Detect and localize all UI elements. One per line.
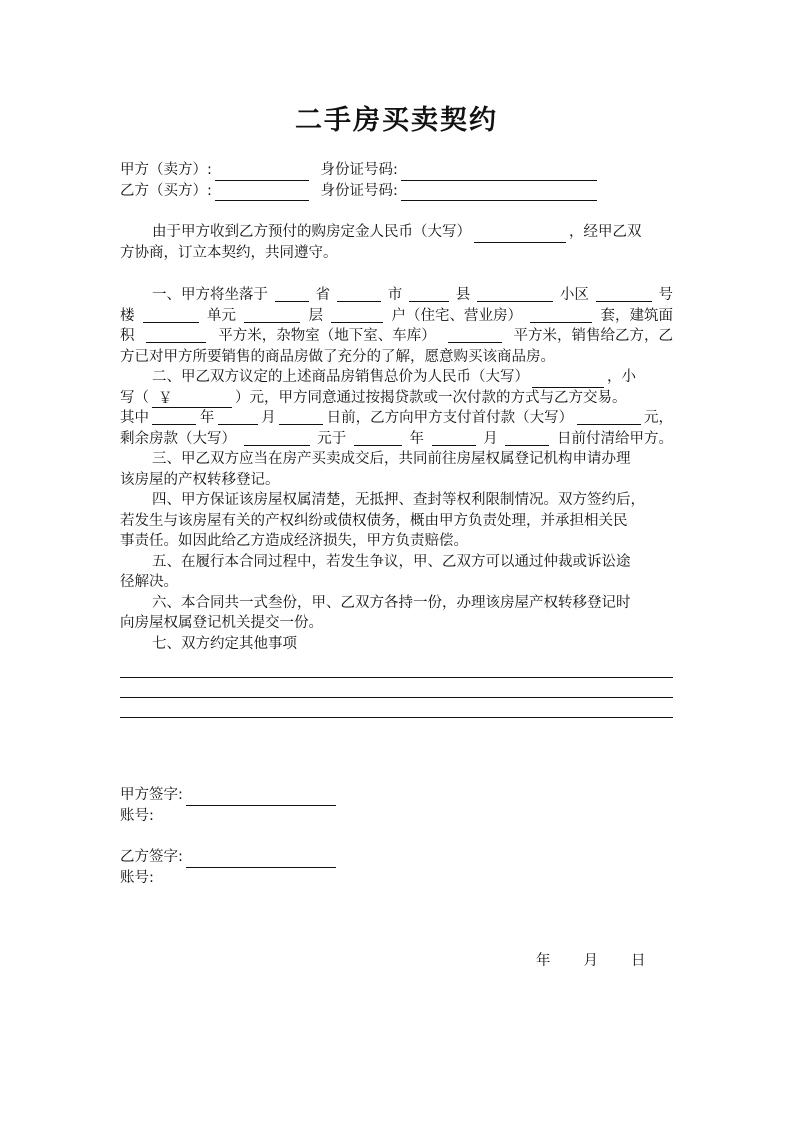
deposit-amount-field[interactable] — [474, 226, 566, 243]
unit-field[interactable] — [244, 306, 300, 323]
clause2-line2 — [120, 388, 673, 409]
seller-sign-label: 甲方签字: — [120, 787, 183, 803]
other-matters-line-2[interactable] — [120, 697, 673, 698]
clauses-block — [120, 285, 673, 654]
clause1-line1 — [120, 285, 673, 306]
intro-text: 由于甲方收到乙方预付的购房定金人民币（大写） — [152, 224, 471, 240]
buyer-id-label: 身份证号码: — [320, 182, 398, 199]
clause-text: 年 — [409, 430, 424, 447]
clause-text: 月 — [261, 410, 276, 426]
clause-text: 剩余房款（大写） — [120, 430, 236, 447]
district-field[interactable] — [477, 285, 553, 302]
seller-id-label: 身份证号码: — [320, 162, 398, 178]
buyer-id-field[interactable] — [401, 184, 597, 201]
intro-text: 方协商，订立本契约，共同遵守。 — [120, 244, 338, 261]
total-price-lower-field[interactable] — [152, 391, 232, 408]
province-field[interactable] — [275, 285, 309, 302]
day-field[interactable] — [505, 429, 549, 446]
clause-text: 平方米，销售给乙方，乙 — [513, 328, 673, 344]
clause-text: 平方米，杂物室（地下室、车库） — [218, 328, 436, 344]
page-title: 二手房买卖契约 — [295, 105, 498, 136]
clause-text: 积 — [120, 328, 135, 344]
building-field[interactable] — [143, 306, 199, 323]
seller-name-field[interactable] — [215, 164, 309, 181]
clause1-line3 — [120, 326, 673, 347]
buyer-label: 乙方（买方）: — [120, 182, 212, 199]
buyer-account-label: 账号: — [120, 869, 154, 886]
seller-row — [120, 160, 600, 181]
clause4-line1: 四、甲方保证该房屋权属清楚，无抵押、查封等权利限制情况。双方签约后， — [152, 492, 645, 508]
buyer-signature-block — [120, 847, 339, 888]
clause-text: ，小 — [607, 369, 636, 385]
clause1-line4: 方已对甲方所要销售的商品房做了充分的了解，愿意购买该商品房。 — [120, 348, 555, 365]
seller-label: 甲方（卖方）: — [120, 162, 212, 178]
buyer-row — [120, 181, 600, 202]
clause-text: 写（ — [120, 389, 149, 406]
clause-text: 二、甲乙双方议定的上述商品房销售总价为人民币（大写） — [152, 369, 529, 385]
intro-paragraph — [120, 222, 673, 263]
sign-date — [536, 949, 646, 970]
total-price-upper-field[interactable] — [532, 371, 604, 388]
remaining-amount-field[interactable] — [244, 429, 310, 446]
storage-area-field[interactable] — [448, 326, 502, 343]
clause-text: 日前，乙方向甲方支付首付款（大写） — [326, 410, 574, 426]
clause2-line3 — [120, 408, 673, 429]
clause-text: 其中 — [120, 410, 149, 426]
clause-text: 户（住宅、营业房） — [391, 307, 522, 324]
area-field[interactable] — [146, 326, 206, 343]
room-field[interactable] — [530, 306, 592, 323]
city-field[interactable] — [337, 285, 381, 302]
date-day-label: 日 — [631, 953, 646, 969]
year-field[interactable] — [354, 429, 402, 446]
parties-block — [120, 160, 600, 201]
down-payment-field[interactable] — [577, 408, 641, 425]
clause-text: 小区 — [559, 287, 589, 303]
day-field[interactable] — [279, 408, 323, 425]
seller-signature-block — [120, 785, 339, 826]
clause-text: 元于 — [317, 430, 347, 447]
clause3-line2: 该房屋的产权转移登记。 — [120, 471, 280, 488]
seller-id-field[interactable] — [401, 164, 597, 181]
yen-sign: ￥ — [158, 391, 173, 407]
intro-text: ，经甲乙双 — [569, 224, 642, 240]
number-field[interactable] — [596, 285, 652, 302]
clause7-line: 七、双方约定其他事项 — [152, 635, 297, 652]
clause4-line3: 事责任。如因此给乙方造成经济损失，甲方负责赔偿。 — [120, 533, 468, 549]
clause-text: 月 — [483, 430, 498, 447]
clause-text: 套，建筑面 — [600, 307, 673, 324]
buyer-name-field[interactable] — [215, 184, 309, 201]
clause-text: 日前付清给甲方。 — [557, 430, 673, 447]
clause2-line4 — [120, 429, 673, 450]
month-field[interactable] — [432, 429, 476, 446]
date-month-label: 月 — [583, 953, 598, 969]
clause-text: ）元，甲方同意通过按揭贷款或一次付款的方式与乙方交易。 — [235, 389, 627, 406]
clause5-line2: 径解决。 — [120, 574, 178, 590]
clause-text: 号 — [658, 287, 673, 303]
county-field[interactable] — [409, 285, 449, 302]
clause-text: 单元 — [207, 307, 236, 324]
clause-text: 省 — [315, 287, 331, 303]
clause-text: 层 — [308, 307, 323, 324]
clause-text: 市 — [387, 287, 403, 303]
month-field[interactable] — [218, 408, 258, 425]
clause-text: 县 — [455, 287, 471, 303]
clause-text: 年 — [199, 410, 215, 426]
clause2-line1 — [120, 367, 673, 388]
buyer-signature-field[interactable] — [186, 851, 336, 868]
clause-text: 一、甲方将坐落于 — [152, 287, 268, 303]
clause1-line2 — [120, 306, 673, 327]
other-matters-line-1[interactable] — [120, 677, 673, 678]
buyer-sign-label: 乙方签字: — [120, 849, 183, 865]
clause6-line1: 六、本合同共一式叁份，甲、乙双方各持一份，办理该房屋产权转移登记时 — [152, 594, 631, 611]
clause5-line1: 五、在履行本合同过程中，若发生争议，甲、乙双方可以通过仲裁或诉讼途 — [152, 553, 631, 570]
floor-field[interactable] — [331, 306, 383, 323]
clause-text: 元， — [644, 410, 673, 426]
clause6-line2: 向房屋权属登记机关提交一份。 — [120, 615, 323, 631]
date-year-label: 年 — [536, 953, 551, 969]
year-field[interactable] — [152, 408, 196, 425]
clause4-line2: 若发生与该房屋有关的产权纠纷或债权债务，概由甲方负责处理，并承担相关民 — [120, 512, 628, 529]
seller-signature-field[interactable] — [186, 789, 336, 806]
clause-text: 楼 — [120, 307, 135, 324]
clause3-line1: 三、甲乙双方应当在房产买卖成交后，共同前往房屋权属登记机构申请办理 — [152, 451, 631, 467]
seller-account-label: 账号: — [120, 807, 154, 824]
other-matters-line-3[interactable] — [120, 717, 673, 718]
